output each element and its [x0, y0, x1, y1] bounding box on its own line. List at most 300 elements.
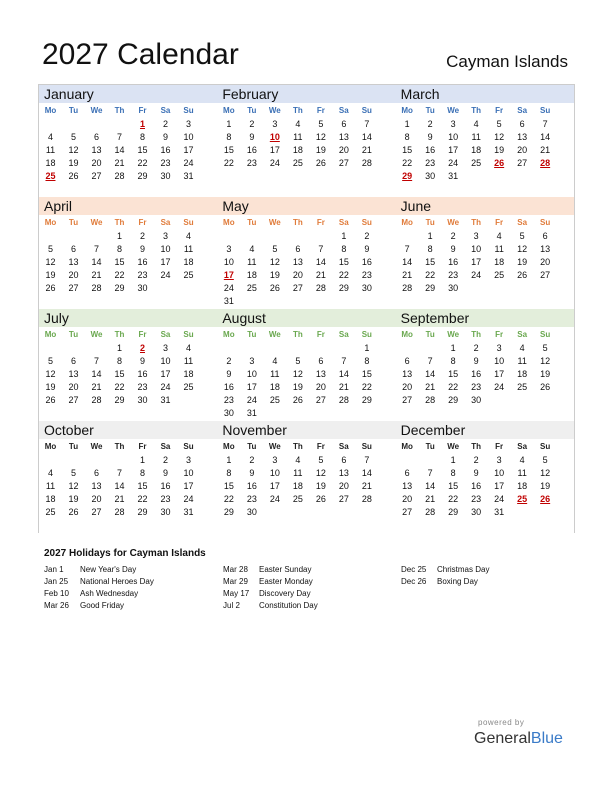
day-cell: 7: [93, 244, 99, 254]
weekday-header: Mo: [401, 218, 413, 227]
brand-logo[interactable]: [474, 730, 563, 748]
day-cell: 6: [93, 468, 99, 478]
day-cell: 8: [139, 468, 145, 478]
month-days: [396, 103, 574, 183]
day-cell: 21: [540, 145, 551, 155]
weekday-header: Su: [183, 106, 194, 115]
day-cell: 11: [494, 244, 504, 254]
day-cell: 17: [183, 145, 194, 155]
day-cell: 13: [338, 468, 349, 478]
day-cell: 12: [540, 468, 551, 478]
weekday-header: Su: [361, 106, 372, 115]
day-cell: 21: [361, 481, 372, 491]
day-cell: 23: [361, 270, 372, 280]
day-cell: 14: [114, 145, 125, 155]
day-cell: 11: [293, 132, 303, 142]
day-cell: 29: [338, 283, 349, 293]
holiday-name: New Year's Day: [80, 565, 137, 574]
weekday-header: Tu: [68, 442, 79, 451]
day-cell: 5: [542, 455, 548, 465]
weekday-header: We: [268, 330, 281, 339]
weekday-header: Tu: [425, 330, 435, 339]
day-cell: 1: [450, 455, 456, 465]
weekday-header: Fr: [495, 330, 504, 339]
month-days: [217, 103, 395, 170]
weekday-header: Sa: [338, 330, 349, 339]
day-cell: 1: [404, 119, 410, 129]
day-cell: 29: [114, 395, 125, 405]
day-cell: 12: [292, 369, 303, 379]
weekday-header: Fr: [138, 106, 147, 115]
holiday-column: [44, 564, 154, 612]
weekday-header: Mo: [223, 330, 235, 339]
day-cell: 16: [471, 481, 482, 491]
day-cell: 2: [139, 231, 145, 241]
day-cell: 15: [114, 369, 125, 379]
weekday-header: Mo: [44, 330, 57, 339]
day-cell: 23: [223, 395, 234, 405]
weekday-header: We: [90, 106, 103, 115]
weekday-header: Su: [183, 218, 194, 227]
weekday-header: Su: [361, 330, 372, 339]
day-cell: 20: [338, 481, 349, 491]
day-cell: 2: [249, 455, 255, 465]
holiday-day: 10: [269, 132, 280, 142]
day-cell: 27: [517, 158, 528, 168]
day-cell: 16: [448, 257, 459, 267]
day-cell: 28: [114, 171, 125, 181]
holiday-day: 1: [139, 119, 145, 129]
month-days: [39, 103, 217, 183]
empty-day: [396, 230, 419, 243]
weekday-header: Fr: [138, 442, 147, 451]
day-cell: 11: [517, 356, 527, 366]
day-cell: 10: [246, 369, 257, 379]
day-cell: 4: [295, 119, 301, 129]
day-cell: 3: [272, 119, 278, 129]
day-cell: 28: [361, 158, 372, 168]
day-cell: 17: [494, 369, 505, 379]
day-cell: 16: [246, 145, 257, 155]
holiday-name: National Heroes Day: [80, 577, 154, 586]
day-cell: 17: [183, 481, 194, 491]
day-cell: 23: [137, 382, 148, 392]
day-cell: 20: [402, 382, 413, 392]
month-june: [396, 197, 574, 309]
weekday-header: Th: [292, 106, 303, 115]
month-days: [217, 215, 395, 308]
day-cell: 3: [226, 244, 232, 254]
day-cell: 29: [361, 395, 372, 405]
weekday-header: Fr: [316, 330, 325, 339]
holiday-name: Discovery Day: [259, 589, 311, 598]
day-cell: 17: [160, 369, 171, 379]
day-cell: 14: [540, 132, 551, 142]
day-cell: 13: [68, 257, 79, 267]
weekday-header: Fr: [495, 218, 504, 227]
day-cell: 20: [91, 494, 102, 504]
day-cell: 22: [338, 270, 349, 280]
day-cell: 17: [448, 145, 459, 155]
weekday-header: Th: [292, 442, 303, 451]
weekday-header: Tu: [247, 330, 257, 339]
empty-day: [240, 342, 263, 355]
day-cell: 15: [137, 145, 148, 155]
day-cell: 14: [91, 369, 102, 379]
holiday-date: Mar 28: [223, 565, 248, 574]
weekday-header: Mo: [44, 218, 57, 227]
day-cell: 9: [139, 356, 145, 366]
day-cell: 30: [223, 408, 234, 418]
quarter-row: [39, 421, 574, 533]
day-cell: 23: [137, 270, 148, 280]
day-cell: 28: [361, 494, 372, 504]
holiday-date: Jan 25: [44, 577, 69, 586]
weekday-header: We: [268, 218, 281, 227]
day-cell: 27: [315, 395, 326, 405]
month-days: [217, 327, 395, 420]
weekday-header: Tu: [425, 442, 435, 451]
country-name: Cayman Islands: [446, 52, 568, 71]
weekday-header: Th: [471, 106, 482, 115]
day-cell: 31: [246, 408, 257, 418]
month-name: May: [217, 197, 395, 215]
empty-day: [39, 342, 62, 355]
day-cell: 22: [402, 158, 413, 168]
weekday-header: Mo: [401, 106, 413, 115]
holiday-row: [44, 564, 154, 576]
day-cell: 6: [70, 356, 76, 366]
day-cell: 17: [471, 257, 482, 267]
weekday-header: Th: [471, 330, 482, 339]
day-cell: 16: [246, 481, 257, 491]
day-cell: 16: [471, 369, 482, 379]
day-cell: 21: [425, 382, 436, 392]
day-cell: 5: [70, 132, 76, 142]
day-cell: 28: [425, 507, 436, 517]
day-cell: 13: [402, 481, 413, 491]
day-cell: 17: [269, 145, 280, 155]
month-may: [217, 197, 395, 309]
day-cell: 29: [137, 171, 148, 181]
weekday-header: Su: [183, 330, 194, 339]
day-cell: 15: [448, 369, 459, 379]
day-cell: 23: [471, 494, 482, 504]
day-cell: 21: [315, 270, 326, 280]
day-cell: 18: [45, 158, 56, 168]
empty-day: [396, 342, 419, 355]
day-cell: 15: [137, 481, 148, 491]
day-cell: 26: [540, 382, 551, 392]
day-cell: 8: [139, 132, 145, 142]
day-cell: 22: [448, 382, 459, 392]
empty-day: [309, 342, 332, 355]
empty-day: [240, 230, 263, 243]
day-cell: 5: [70, 468, 76, 478]
day-cell: 3: [450, 119, 456, 129]
day-cell: 27: [91, 171, 102, 181]
day-cell: 3: [272, 455, 278, 465]
day-cell: 22: [114, 270, 125, 280]
day-cell: 2: [473, 455, 479, 465]
month-march: [396, 85, 574, 197]
day-cell: 12: [517, 244, 528, 254]
empty-day: [263, 342, 286, 355]
holiday-date: Feb 10: [44, 589, 69, 598]
day-cell: 2: [226, 356, 232, 366]
empty-day: [39, 454, 62, 467]
day-cell: 15: [338, 257, 349, 267]
day-cell: 10: [448, 132, 459, 142]
day-cell: 14: [338, 369, 349, 379]
month-days: [39, 439, 217, 519]
day-cell: 9: [139, 244, 145, 254]
day-cell: 15: [223, 145, 234, 155]
day-cell: 8: [341, 244, 347, 254]
day-cell: 6: [404, 356, 410, 366]
day-cell: 4: [272, 356, 278, 366]
day-cell: 19: [68, 494, 79, 504]
day-cell: 8: [427, 244, 433, 254]
day-cell: 8: [226, 132, 232, 142]
day-cell: 1: [139, 455, 145, 465]
empty-day: [309, 230, 332, 243]
holidays-title: 2027 Holidays for Cayman Islands: [44, 548, 206, 559]
month-days: [39, 327, 217, 407]
day-cell: 12: [494, 132, 505, 142]
day-cell: 16: [137, 257, 148, 267]
day-cell: 27: [68, 283, 79, 293]
empty-day: [108, 454, 131, 467]
empty-day: [39, 230, 62, 243]
day-cell: 23: [246, 158, 257, 168]
day-cell: 4: [47, 468, 53, 478]
day-cell: 4: [473, 119, 479, 129]
month-july: [39, 309, 217, 421]
day-cell: 31: [223, 296, 234, 306]
day-cell: 14: [315, 257, 326, 267]
day-cell: 28: [315, 283, 326, 293]
day-cell: 10: [183, 468, 194, 478]
weekday-header: Fr: [495, 106, 504, 115]
day-cell: 19: [315, 481, 326, 491]
weekday-header: Tu: [68, 330, 79, 339]
day-cell: 24: [183, 158, 194, 168]
holiday-day: 25: [517, 494, 528, 504]
weekday-header: We: [447, 330, 460, 339]
day-cell: 3: [162, 343, 168, 353]
day-cell: 19: [540, 369, 551, 379]
day-cell: 24: [269, 494, 280, 504]
day-cell: 2: [473, 343, 479, 353]
holiday-column: [401, 564, 489, 588]
weekday-header: Sa: [517, 218, 528, 227]
day-cell: 22: [361, 382, 372, 392]
weekday-header: We: [268, 106, 281, 115]
weekday-header: We: [447, 442, 460, 451]
weekday-header: Sa: [338, 442, 349, 451]
holiday-row: [223, 564, 318, 576]
month-name: November: [217, 421, 395, 439]
day-cell: 7: [318, 244, 324, 254]
day-cell: 10: [269, 468, 280, 478]
day-cell: 5: [542, 343, 548, 353]
day-cell: 28: [91, 395, 102, 405]
day-cell: 17: [246, 382, 257, 392]
day-cell: 28: [91, 283, 102, 293]
holiday-date: Mar 26: [44, 601, 69, 610]
day-cell: 5: [318, 119, 324, 129]
month-days: [396, 215, 574, 295]
day-cell: 21: [91, 382, 102, 392]
empty-day: [85, 454, 108, 467]
weekday-header: Th: [292, 330, 303, 339]
weekday-header: Su: [361, 442, 372, 451]
day-cell: 29: [137, 507, 148, 517]
day-cell: 9: [473, 468, 479, 478]
day-cell: 12: [45, 257, 56, 267]
day-cell: 12: [540, 356, 551, 366]
day-cell: 7: [427, 468, 433, 478]
weekday-header: We: [447, 106, 460, 115]
weekday-header: Tu: [68, 106, 79, 115]
empty-day: [217, 230, 240, 243]
day-cell: 18: [45, 494, 56, 504]
day-cell: 21: [402, 270, 413, 280]
weekday-header: Th: [471, 218, 482, 227]
weekday-header: Mo: [401, 330, 413, 339]
day-cell: 29: [114, 283, 125, 293]
day-cell: 24: [223, 283, 234, 293]
month-april: [39, 197, 217, 309]
day-cell: 12: [45, 369, 56, 379]
day-cell: 13: [91, 145, 102, 155]
month-name: July: [39, 309, 217, 327]
day-cell: 3: [473, 231, 479, 241]
weekday-header: Fr: [495, 442, 504, 451]
day-cell: 25: [517, 382, 528, 392]
weekday-header: Fr: [316, 218, 325, 227]
day-cell: 13: [292, 257, 303, 267]
day-cell: 14: [361, 132, 372, 142]
day-cell: 2: [249, 119, 255, 129]
empty-day: [85, 230, 108, 243]
day-cell: 17: [269, 481, 280, 491]
day-cell: 9: [162, 468, 168, 478]
day-cell: 13: [540, 244, 551, 254]
day-cell: 8: [364, 356, 370, 366]
day-cell: 31: [183, 171, 194, 181]
empty-day: [62, 342, 85, 355]
day-cell: 24: [160, 382, 171, 392]
day-cell: 30: [160, 171, 171, 181]
calendar-grid: [38, 84, 575, 533]
day-cell: 23: [425, 158, 436, 168]
day-cell: 22: [448, 494, 459, 504]
empty-day: [85, 342, 108, 355]
quarter-row: [39, 197, 574, 309]
weekday-header: Mo: [223, 106, 235, 115]
day-cell: 9: [226, 369, 232, 379]
day-cell: 13: [315, 369, 326, 379]
day-cell: 16: [425, 145, 436, 155]
day-cell: 26: [517, 270, 528, 280]
day-cell: 14: [114, 481, 125, 491]
day-cell: 14: [361, 468, 372, 478]
day-cell: 7: [404, 244, 410, 254]
month-name: June: [396, 197, 574, 215]
day-cell: 2: [427, 119, 433, 129]
day-cell: 13: [402, 369, 413, 379]
weekday-header: Mo: [401, 442, 413, 451]
day-cell: 9: [427, 132, 433, 142]
day-cell: 25: [471, 158, 482, 168]
weekday-header: Mo: [223, 218, 235, 227]
day-cell: 25: [45, 507, 56, 517]
empty-day: [419, 342, 442, 355]
day-cell: 27: [292, 283, 303, 293]
holiday-row: [401, 564, 489, 576]
day-cell: 27: [338, 494, 349, 504]
day-cell: 15: [448, 481, 459, 491]
day-cell: 12: [315, 468, 326, 478]
holiday-name: Christmas Day: [437, 565, 490, 574]
day-cell: 27: [68, 395, 79, 405]
day-cell: 28: [338, 395, 349, 405]
day-cell: 7: [116, 132, 122, 142]
holiday-name: Good Friday: [80, 601, 125, 610]
holiday-date: Jul 2: [223, 601, 240, 610]
day-cell: 7: [427, 356, 433, 366]
empty-day: [332, 342, 355, 355]
day-cell: 25: [292, 158, 303, 168]
day-cell: 8: [450, 356, 456, 366]
day-cell: 29: [448, 395, 459, 405]
day-cell: 23: [246, 494, 257, 504]
day-cell: 28: [114, 507, 125, 517]
month-days: [39, 215, 217, 295]
day-cell: 6: [542, 231, 548, 241]
day-cell: 19: [494, 145, 505, 155]
day-cell: 8: [116, 244, 122, 254]
weekday-header: Fr: [316, 106, 325, 115]
day-cell: 9: [249, 132, 255, 142]
day-cell: 18: [517, 481, 528, 491]
day-cell: 8: [450, 468, 456, 478]
day-cell: 18: [517, 369, 528, 379]
day-cell: 28: [425, 395, 436, 405]
day-cell: 3: [185, 455, 191, 465]
weekday-header: Tu: [247, 218, 257, 227]
quarter-row: [39, 85, 574, 197]
weekday-header: Mo: [223, 442, 235, 451]
day-cell: 16: [223, 382, 234, 392]
day-cell: 17: [160, 257, 171, 267]
day-cell: 18: [183, 369, 194, 379]
holiday-date: Mar 29: [223, 577, 248, 586]
day-cell: 5: [295, 356, 301, 366]
holiday-row: [223, 588, 318, 600]
holiday-day: 25: [45, 171, 56, 181]
weekday-header: Tu: [247, 442, 257, 451]
day-cell: 6: [93, 132, 99, 142]
day-cell: 4: [249, 244, 255, 254]
day-cell: 21: [91, 270, 102, 280]
day-cell: 4: [295, 455, 301, 465]
weekday-header: Tu: [68, 218, 79, 227]
day-cell: 1: [427, 231, 433, 241]
weekday-header: Fr: [138, 330, 147, 339]
